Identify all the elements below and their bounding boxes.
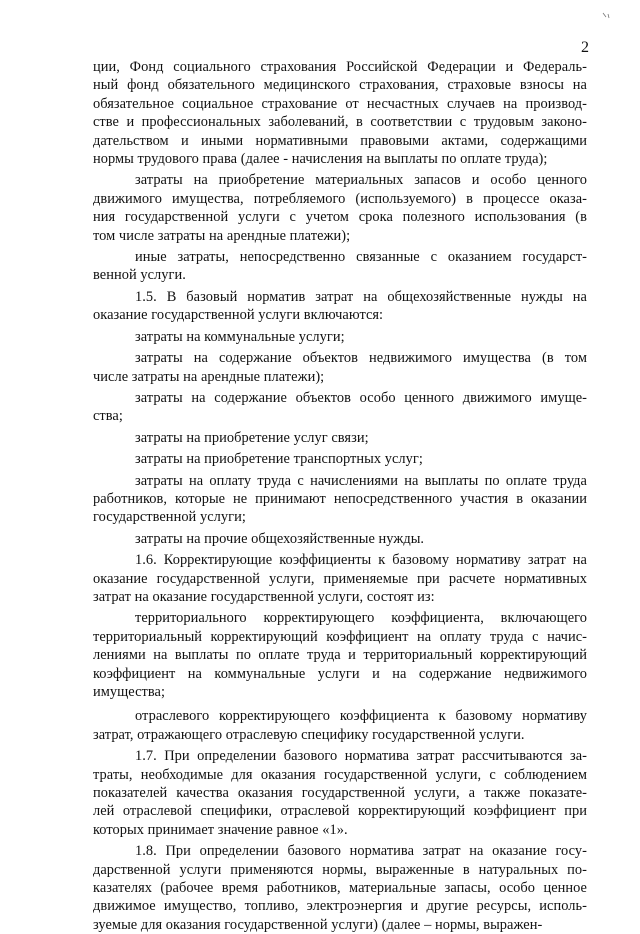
- text-line: нормы трудового права (далее - начисления на выплаты по оплате труда);: [93, 151, 548, 168]
- paragraph: [93, 171, 587, 245]
- text-line: государственной услуги;: [93, 509, 246, 526]
- text-line: оказание государственной услуги включаются:: [93, 307, 384, 324]
- text-line: коэффициент на коммунальные услуги и на содержание недвижимого: [93, 665, 587, 682]
- text-line: отраслевого корректирующего коэффициента к базовому нормативу: [135, 708, 587, 725]
- text-line: обязательное социальное страхование от несчастных случаев на производ-: [93, 95, 587, 112]
- text-line: зуемые для оказания государственной услуги) (далее – нормы, выражен-: [93, 916, 543, 933]
- text-line: 1.8. При определении базового норматива затрат на оказание госу-: [135, 843, 587, 860]
- paragraph: [93, 450, 587, 468]
- paragraph: [93, 747, 587, 839]
- text-line: которых принимает значение равное «1».: [93, 821, 348, 838]
- paragraph: [93, 58, 587, 168]
- text-line: дательством и иными нормативными правовыми актами, содержащими: [93, 132, 587, 149]
- paragraph: [93, 389, 587, 426]
- paragraph: [93, 472, 587, 527]
- text-line: траты, необходимые для оказания государственной услуги, с соблюдением: [93, 766, 587, 783]
- text-line: ства;: [93, 408, 123, 425]
- text-line: затраты на содержание объектов недвижимого имущества (в том: [135, 350, 587, 367]
- text-line: территориального корректирующего коэффициента, включающего: [135, 610, 587, 627]
- page-number: 2: [581, 39, 589, 56]
- paragraph: [93, 349, 587, 386]
- text-line: затрат на оказание государственной услуги, состоят из:: [93, 588, 435, 605]
- text-line: затраты на приобретение материальных запасов и особо ценного: [135, 172, 587, 189]
- paragraph: [93, 551, 587, 606]
- text-line: имущества;: [93, 684, 165, 700]
- text-line: движимое имущество, топливо, электроэнергия и другие ресурсы, исполь-: [93, 898, 587, 915]
- paragraph: [93, 248, 587, 285]
- text-line: 1.7. При определении базового норматива затрат рассчитываются за-: [135, 748, 587, 765]
- text-line: иные затраты, непосредственно связанные с оказанием государст-: [135, 249, 587, 266]
- text-line: лей отраслевой специфики, отраслевой корректирующий коэффициент при: [93, 803, 587, 820]
- text-line: стве и профессиональных заболеваний, в соответствии с трудовым законо-: [93, 114, 587, 131]
- paragraph: [93, 842, 587, 934]
- text-line: 1.6. Корректирующие коэффициенты к базовому нормативу затрат на: [135, 552, 587, 569]
- text-line: казателях (рабочее время работников, материальные запасы, особо ценное: [93, 880, 587, 897]
- text-line: затраты на приобретение услуг связи;: [135, 429, 369, 446]
- paragraph: [93, 530, 587, 548]
- text-line: территориальный корректирующий коэффициент на оплату труда с начис-: [93, 628, 587, 645]
- text-line: движимого имущества, потребляемого (используемого) в процессе оказа-: [93, 190, 587, 207]
- text-line: 1.5. В базовый норматив затрат на общехозяйственные нужды на: [135, 288, 587, 305]
- text-line: работников, которые не принимают непосредственного участия в оказании: [93, 490, 587, 507]
- paragraph: [93, 609, 587, 701]
- text-line: лениями на выплаты по оплате труда и территориальный корректирующий: [93, 647, 587, 664]
- paragraph: [93, 288, 587, 325]
- text-line: дарственной услуги применяются нормы, выраженные в натуральных по-: [93, 861, 587, 878]
- text-line: ния государственной услуги с учетом срока полезного использования (в: [93, 209, 587, 226]
- text-line: оказание государственной услуги, применяемые при расчете нормативных: [93, 570, 587, 587]
- text-line: затраты на содержание объектов особо ценного движимого имуще-: [135, 389, 587, 406]
- text-line: ный фонд обязательного медицинского страхования, страховые взносы на: [93, 77, 587, 94]
- text-line: венной услуги.: [93, 267, 186, 284]
- text-line: числе затраты на арендные платежи);: [93, 368, 325, 385]
- text-line: ции, Фонд социального страхования Российской Федерации и Федераль-: [93, 59, 587, 75]
- text-line: затраты на прочие общехозяйственные нужды.: [135, 530, 425, 547]
- text-line: том числе затраты на арендные платежи);: [93, 227, 351, 244]
- paragraph: [93, 707, 587, 744]
- text-line: затраты на коммунальные услуги;: [135, 328, 345, 345]
- paragraph: [93, 429, 587, 447]
- text-line: затраты на приобретение транспортных услуг;: [135, 451, 423, 468]
- text-line: затраты на оплату труда с начислениями на выплаты по оплате труда: [135, 472, 587, 489]
- scan-mark: [602, 12, 610, 20]
- text-line: показателей качества оказания государственной услуги, а также показате-: [93, 785, 587, 802]
- paragraph: [93, 328, 587, 346]
- text-line: затрат, отражающего отраслевую специфику государственной услуги.: [93, 726, 525, 743]
- document-body: [93, 58, 587, 934]
